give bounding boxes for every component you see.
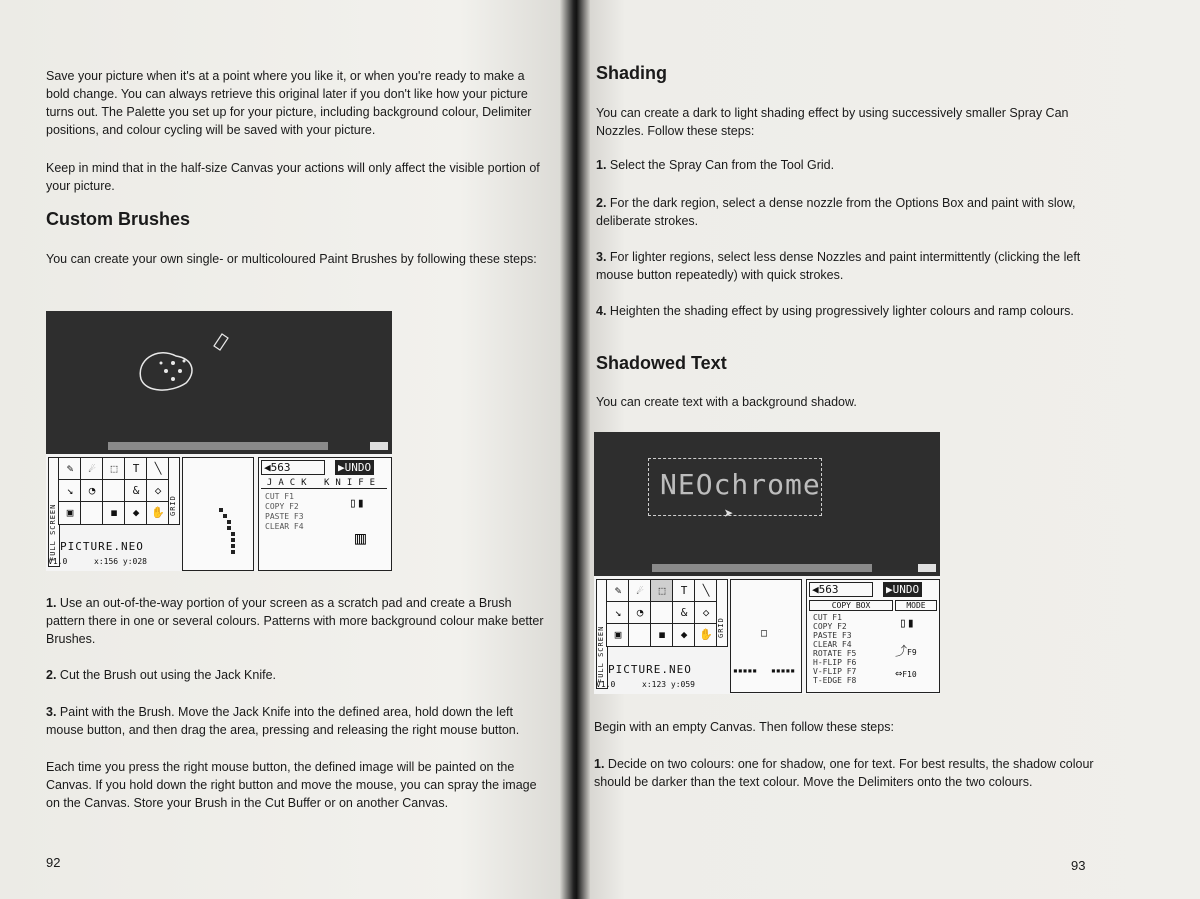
filename-label: PICTURE.NEO xyxy=(608,663,692,676)
jack-knife-icon[interactable]: & xyxy=(672,601,696,625)
grid-label: GRID xyxy=(169,495,177,516)
hand-icon[interactable]: ✋ xyxy=(694,623,718,647)
blank2-icon[interactable] xyxy=(628,623,652,647)
grid-label: GRID xyxy=(717,617,725,638)
menu-item-t-edge[interactable]: T-EDGE F8 xyxy=(813,676,857,685)
book-gutter xyxy=(560,0,590,899)
begin-paragraph: Begin with an empty Canvas. Then follow these steps: xyxy=(594,720,894,734)
menu-item-paste[interactable]: PASTE F3 xyxy=(265,512,304,521)
custom-brushes-intro: You can create your own single- or multicoloured Paint Brushes by following these steps: xyxy=(46,252,537,266)
scratch-pad-drawing xyxy=(46,311,392,446)
fill-icon[interactable]: ◔ xyxy=(628,601,652,625)
blank2-icon[interactable] xyxy=(80,501,104,525)
line-icon[interactable]: ╲ xyxy=(694,579,718,603)
preview-marker-right: ▪▪▪▪▪ xyxy=(771,666,796,675)
jack-knife-icon[interactable]: & xyxy=(124,479,148,503)
shading-step-1: 1. Select the Spray Can from the Tool Grid. xyxy=(596,158,835,172)
paint-bucket-icon[interactable]: ◆ xyxy=(124,501,148,525)
shading-intro: You can create a dark to light shading effect by using successively smaller Spray Can Nozzles. Follow these steps: xyxy=(596,106,1069,138)
text-icon[interactable]: T xyxy=(124,457,148,481)
shading-step-3: 3. For lighter regions, select less dense Nozzles and paint intermittently (clicking the left mouse button repeatedly) with quick strokes. xyxy=(596,250,1081,282)
shadowed-text-intro: You can create text with a background shadow. xyxy=(596,395,857,409)
menu-item-cut[interactable]: CUT F1 xyxy=(813,613,842,622)
spray-can-icon[interactable]: ☄ xyxy=(80,457,104,481)
neochrome-canvas-text: NEOchrome xyxy=(660,468,821,501)
right-arrow-icon[interactable]: ▶ xyxy=(886,583,893,596)
save-picture-paragraph: Save your picture when it's at a point where you like it, or when you're ready to make a bold change. You can always retrieve this original later if you don't like how your picture turns out. The Palette you set up for your picture, including background colour, Delimiter positions, and colour cycling will be saved with your picture. xyxy=(46,69,532,137)
left-arrow-icon[interactable]: ◀ xyxy=(812,583,819,596)
undo-button[interactable] xyxy=(883,582,922,597)
coords-label: x:123 y:059 xyxy=(642,680,695,689)
filename-label: PICTURE.NEO xyxy=(60,540,144,553)
preview-marker-left: ▪▪▪▪▪ xyxy=(733,666,758,675)
rotate-mode-icon[interactable]: ⤴F9 xyxy=(895,644,917,658)
brush-step-1: 1. Use an out-of-the-way portion of your screen as a scratch pad and create a Brush pattern there in one or several colours. Patterns with more background colour make better Brushes. xyxy=(46,596,544,646)
undo-button[interactable] xyxy=(335,460,374,475)
counter-value: 563 xyxy=(270,461,291,474)
menu-item-h-flip[interactable]: H-FLIP F6 xyxy=(813,658,857,667)
box-icon[interactable]: ⬚ xyxy=(102,457,126,481)
copy-box-screenshot xyxy=(594,432,940,694)
spray-can-icon[interactable]: ☄ xyxy=(628,579,652,603)
mouse-pointer-icon: ➤ xyxy=(724,504,734,523)
disk-icon[interactable]: ▣ xyxy=(606,623,630,647)
menu-item-v-flip[interactable]: V-FLIP F7 xyxy=(813,667,857,676)
text-icon[interactable]: T xyxy=(672,579,696,603)
hand-icon[interactable]: ✋ xyxy=(146,501,170,525)
paint-bucket-icon[interactable]: ◆ xyxy=(672,623,696,647)
half-size-canvas-paragraph: Keep in mind that in the half-size Canvas your actions will only affect the visible portion of your picture. xyxy=(46,161,540,193)
left-arrow-icon[interactable]: ◀ xyxy=(264,461,271,474)
menu-item-paste[interactable]: PASTE F3 xyxy=(813,631,852,640)
panel-title: JACK KNIFE xyxy=(261,478,387,489)
menu-item-copy[interactable]: COPY F2 xyxy=(265,502,299,511)
shading-step-2: 2. For the dark region, select a dense nozzle from the Options Box and paint with slow, deliberate strokes. xyxy=(596,196,1076,228)
page-number-left: 92 xyxy=(46,855,61,870)
version-label: V1.0 xyxy=(48,557,68,566)
menu-item-copy[interactable]: COPY F2 xyxy=(813,622,847,631)
shading-step-4: 4. Heighten the shading effect by using progressively lighter colours and ramp colours. xyxy=(596,304,1074,318)
counter-value: 563 xyxy=(818,583,839,596)
zoom-icon[interactable]: ↘ xyxy=(58,479,82,503)
palette-icon[interactable]: ◼ xyxy=(650,623,674,647)
full-screen-label: FULL SCREEN xyxy=(49,503,57,561)
copy-box-title: COPY BOX xyxy=(809,600,893,611)
brush-preview xyxy=(182,457,254,571)
palette-strip[interactable] xyxy=(652,564,872,572)
pencil-icon[interactable]: ✎ xyxy=(58,457,82,481)
mode-icon[interactable]: ▯▮ xyxy=(899,616,915,631)
zoom-icon[interactable]: ↘ xyxy=(606,601,630,625)
blank-icon[interactable] xyxy=(102,479,126,503)
blank-icon[interactable] xyxy=(650,601,674,625)
shadow-step-1: 1. Decide on two colours: one for shadow, one for text. For best results, the shadow colour should be darker than the text colour. Move the Delimiters onto the two colours. xyxy=(594,757,1094,789)
background-colour-swatch[interactable] xyxy=(370,442,388,450)
disk-icon[interactable]: ▣ xyxy=(58,501,82,525)
box-icon[interactable]: ⬚ xyxy=(650,579,674,603)
brush-step-2: 2. Cut the Brush out using the Jack Knife. xyxy=(46,668,277,682)
palette-icon[interactable]: ◼ xyxy=(102,501,126,525)
custom-brushes-heading: Custom Brushes xyxy=(46,209,191,229)
pencil-icon[interactable]: ✎ xyxy=(606,579,630,603)
copy-box-menu xyxy=(813,613,856,685)
brush-step-3: 3. Paint with the Brush. Move the Jack Knife into the defined area, hold down the left mouse button, and then drag the area, pressing and releasing the right mouse button. xyxy=(46,705,520,737)
spray-image-paragraph: Each time you press the right mouse button, the defined image will be painted on the Canvas. If you hold down the right button and move the mouse, you can spray the image on the Canvas. Store your Brush in the Cut Buffer or on another Canvas. xyxy=(46,760,537,810)
right-page xyxy=(575,0,1200,899)
shadowed-text-heading: Shadowed Text xyxy=(596,353,727,373)
menu-item-cut[interactable]: CUT F1 xyxy=(265,492,294,501)
eraser-icon[interactable]: ◇ xyxy=(146,479,170,503)
left-page xyxy=(0,0,575,899)
counter-display xyxy=(261,460,325,475)
line-icon[interactable]: ╲ xyxy=(146,457,170,481)
eraser-icon[interactable]: ◇ xyxy=(694,601,718,625)
palette-strip[interactable] xyxy=(108,442,328,450)
counter-display xyxy=(809,582,873,597)
fill-icon[interactable]: ◔ xyxy=(80,479,104,503)
menu-item-rotate[interactable]: ROTATE F5 xyxy=(813,649,857,658)
jack-knife-screenshot xyxy=(46,311,392,571)
options-box xyxy=(258,457,392,571)
coords-label: x:156 y:028 xyxy=(94,557,147,566)
copy-box-marker: □ xyxy=(761,628,768,639)
right-arrow-icon[interactable]: ▶ xyxy=(338,461,345,474)
page-number-right: 93 xyxy=(1071,858,1086,873)
full-screen-label: FULL SCREEN xyxy=(597,625,605,683)
brush-shape xyxy=(183,458,253,570)
bucket-mode-icon[interactable]: ▥ xyxy=(355,528,366,549)
version-label: V1.0 xyxy=(596,680,616,689)
undo-label: UNDO xyxy=(344,461,372,474)
mode-title: MODE xyxy=(895,600,937,611)
background-colour-swatch[interactable] xyxy=(918,564,936,572)
jack-knife-menu xyxy=(265,492,304,532)
menu-item-clear[interactable]: CLEAR F4 xyxy=(813,640,852,649)
undo-label: UNDO xyxy=(892,583,920,596)
flip-mode-icon[interactable]: ⇔F10 xyxy=(895,666,917,680)
menu-item-clear[interactable]: CLEAR F4 xyxy=(265,522,304,531)
shading-heading: Shading xyxy=(596,63,667,83)
mode-icon[interactable]: ▯▮ xyxy=(349,496,365,511)
options-box xyxy=(806,579,940,693)
brush-preview xyxy=(730,579,802,693)
